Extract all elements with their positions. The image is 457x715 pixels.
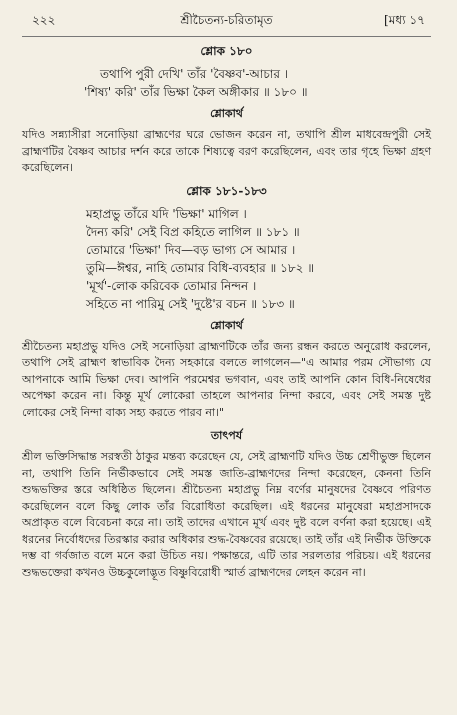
page-header (22, 8, 431, 34)
sloka-181-183-title: শ্লোক ১৮১-১৮৩ (186, 183, 267, 198)
sloka-181-183-verse (22, 205, 431, 313)
verse-line: তথাপি পুরী দেখি' তাঁর 'বৈষ্ণব'-আচার । (100, 67, 289, 81)
purport-title: তাৎপর্য (210, 429, 243, 442)
purport-text: শ্রীল ভক্তিসিদ্ধান্ত সরস্বতী ঠাকুর মন্তব্য করেছেন যে, সেই ব্রাহ্মণটি যদিও উচ্চ শ্রেণীভুক্ত ছিলেন না, তথাপি তিনি নির্ভীকভাবে সেই সমস্ত জাতি-ব্রাহ্মণদের নিন্দা করেছেন, কেননা তিনি শুদ্ধভক্তির স্তরে অধিষ্ঠিত ছিলেন। শ্রীচৈতন্য মহাপ্রভু নিম্ন বর্ণের মানুষদের বৈষ্ণবে পরিণত করেছিলেন বলে কিছু লোক তাঁর বিরোধিতা করেছিল। এই ধরনের মানুষেরা মহাপ্রসাদকে অপ্রাকৃত বলে বিবেচনা করে না। তাই তাদের এখানে মূর্খ এবং দুষ্ট বলে বর্ণনা করা হয়েছে। এই ধরনের নির্বোধদের তিরস্কার করার অধিকার শুদ্ধ-বৈষ্ণবের রয়েছে। তাই তাঁর এই নির্ভীক উক্তিকে দম্ভ বা গর্বজাত বলে মনে করা উচিত নয়। পক্ষান্তরে, এটি তার সরলতার পরিচয়। এই ধরনের শুদ্ধভক্তেরা কখনও উচ্চকুলোদ্ভূত বিষ্ণুবিরোধী স্মার্ত ব্রাহ্মণদের লেহন করেন না। (22, 450, 431, 579)
page-number: ২২২ (32, 13, 56, 27)
verse-line: তুমি—ঈশ্বর, নাহি তোমার বিধি-ব্যবহার ॥ ১৮২ ॥ (86, 260, 315, 275)
verse-line: 'মূর্খ'-লোক করিবেক তোমার নিন্দন । (86, 278, 257, 293)
verse-line: 'শিষ্য' করি' তাঁর ভিক্ষা কৈল অঙ্গীকার ॥ ১৮০ ॥ (84, 85, 308, 99)
sloka-180-translation: যদিও সন্ন্যাসীরা সনোড়িয়া ব্রাহ্মণের ঘরে ভোজন করেন না, তথাপি শ্রীল মাধবেন্দ্রপুরী সেই ব্রাহ্মণটির বৈষ্ণব আচার দর্শন করে তাকে শিষ্যত্বে বরণ করেছিলেন, এবং তার গৃহে ভিক্ষা গ্রহণ করেছিলেন। (22, 128, 431, 174)
verse-line: তোমারে 'ভিক্ষা' দিব—বড় ভাগ্য সে আমার । (86, 242, 296, 257)
chapter-label: [মধ্য ১৭ (384, 13, 425, 27)
verse-line: মহাপ্রভু তাঁরে যদি 'ভিক্ষা' মাগিল । (86, 206, 247, 221)
header-rule (22, 36, 431, 37)
sloka-180-translation-title: শ্লোকার্থ (210, 107, 243, 120)
verse-line: দৈন্য করি' সেই বিপ্র কহিতে লাগিল ॥ ১৮১ ॥ (86, 224, 300, 239)
sloka-180-verse (22, 65, 431, 101)
verse-line: সহিতে না পারিমু সেই 'দুষ্টে'র বচন ॥ ১৮৩ ॥ (86, 296, 295, 311)
sloka-181-183-translation: শ্রীচৈতন্য মহাপ্রভু যদিও সেই সনোড়িয়া ব্রাহ্মণটিকে তাঁর জন্য রন্ধন করতে অনুরোধ করলেন, তথাপি সেই ব্রাহ্মণ স্বাভাবিক দৈন্য সহকারে বলতে লাগলেন—"এ আমার পরম সৌভাগ্য যে আপনাকে আমি ভিক্ষা দেব। আপনি পরমেশ্বর ভগবান, এবং তাই আপনি কোন বিধি-নিষেধের অপেক্ষা করেন না। কিন্তু মূর্খ লোকেরা তাহলে আপনার নিন্দা করবে, এবং সেই সমস্ত দুষ্ট লোকের সেই নিন্দা বাক্য সহ্য করতে পারব না।" (22, 339, 431, 419)
sloka-180-title: শ্লোক ১৮০ (200, 44, 253, 58)
sloka-181-183-translation-title: শ্লোকার্থ (210, 318, 243, 332)
running-title: শ্রীচৈতন্য-চরিতামৃত (180, 13, 273, 27)
